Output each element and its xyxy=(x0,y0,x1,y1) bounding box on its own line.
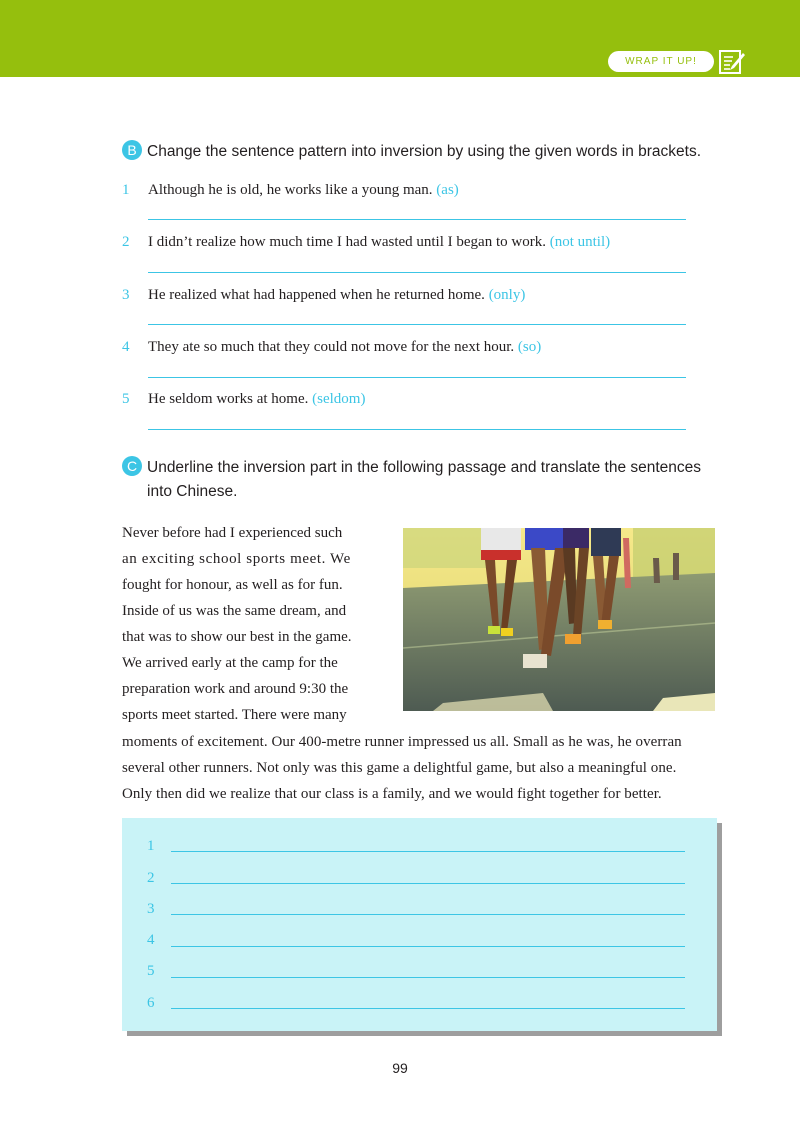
section-c-instruction: C Underline the inversion part in the following passage and translate the sentences xyxy=(122,456,701,480)
translation-answer-line[interactable] xyxy=(171,914,685,915)
wrap-it-up-badge: WRAP IT UP! xyxy=(608,51,714,72)
section-c-instruction-cont: into Chinese. xyxy=(147,483,238,500)
translation-answer-line[interactable] xyxy=(171,977,685,978)
answer-line[interactable] xyxy=(148,429,686,430)
section-b-badge: B xyxy=(122,140,142,160)
answer-line[interactable] xyxy=(148,324,686,325)
notepad-pencil-icon xyxy=(718,47,746,75)
answer-line[interactable] xyxy=(148,272,686,273)
answer-line[interactable] xyxy=(148,219,686,220)
translation-answer-box: 1 2 3 4 5 6 xyxy=(122,818,717,1031)
marathon-runners-photo xyxy=(403,528,715,711)
translation-answer-line[interactable] xyxy=(171,1008,685,1009)
section-c-badge: C xyxy=(122,456,142,476)
translation-answer-line[interactable] xyxy=(171,883,685,884)
page-number: 99 xyxy=(392,1060,408,1076)
translation-answer-line[interactable] xyxy=(171,851,685,852)
answer-line[interactable] xyxy=(148,377,686,378)
section-b-instruction: B Change the sentence pattern into inversion by using the given words in brackets. xyxy=(122,140,701,164)
passage-wrapped: Never before had I experienced such an exciting school sports meet. We fought for honour, as well as for fun. Inside of us was the same dream, and that was to show our best in the game. We arrived early at the camp for the preparation work and around 9:30 the sports meet started. There were many xyxy=(122,525,352,723)
passage-full: moments of excitement. Our 400-metre runner impressed us all. Small as he was, he overran several other runners. Not only was this game a delightful game, but also a meaningful one. Only then did we realize that our class is a family, and we would fight together for better. xyxy=(122,734,682,802)
translation-answer-line[interactable] xyxy=(171,946,685,947)
